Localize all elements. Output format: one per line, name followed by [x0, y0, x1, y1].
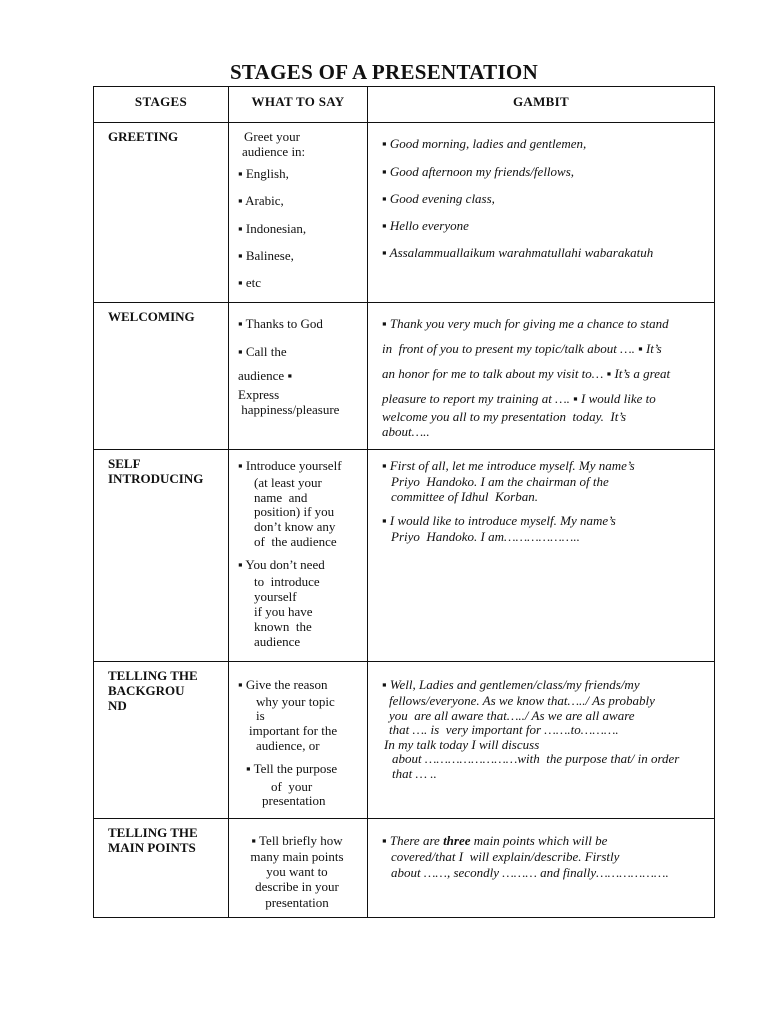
gambit-line: ▪ I would like to introduce myself. My name’s: [382, 513, 616, 528]
gambit-line: covered/that I will explain/describe. Firstly: [391, 849, 620, 864]
table-row-welcoming: [94, 302, 714, 449]
what-line: if you have: [254, 604, 313, 619]
gambit-line: about…..: [382, 424, 430, 439]
what-line: known the: [254, 619, 312, 634]
what-line: audience, or: [256, 738, 320, 753]
what-line: of your: [271, 779, 313, 794]
what-line: ▪ Thanks to God: [238, 316, 323, 331]
what-line: ▪ You don’t need: [238, 557, 325, 572]
gambit-text: main points which will be: [470, 833, 608, 848]
what-line: important for the: [249, 723, 338, 738]
what-line: Express: [238, 387, 280, 402]
gambit-line: ▪ Well, Ladies and gentlemen/class/my friends/my: [382, 677, 640, 692]
gambit-line: about ……, secondly ……… and finally……………….: [391, 865, 669, 880]
stage-cell: WELCOMING: [94, 303, 229, 449]
what-line: presentation: [262, 793, 326, 808]
stage-cell: [94, 450, 229, 661]
gambit-line: pleasure to report my training at …. ▪ I would like to: [382, 391, 656, 406]
what-line: ▪ Balinese,: [238, 248, 294, 263]
what-to-say-cell: [229, 450, 368, 661]
what-line: (at least your: [254, 475, 322, 490]
gambit-line: ▪ Assalammuallaikum warahmatullahi wabarakatuh: [382, 245, 654, 260]
gambit-cell: [368, 303, 714, 449]
gambit-cell: [368, 662, 714, 818]
what-to-say-cell: [229, 303, 368, 449]
what-to-say-cell: [229, 123, 368, 302]
stages-table: [93, 86, 715, 918]
gambit-line: ▪ Good morning, ladies and gentlemen,: [382, 136, 587, 151]
what-line: yourself: [254, 589, 297, 604]
gambit-line: welcome you all to my presentation today. It’s: [382, 409, 627, 424]
stage-cell: GREETING: [94, 123, 229, 302]
what-line: ▪ Tell the purpose: [246, 761, 338, 776]
header-stages: STAGES: [94, 87, 229, 122]
table-row-telling-background: [94, 661, 714, 818]
what-line: happiness/pleasure: [238, 402, 340, 417]
what-line: audience ▪: [238, 368, 293, 383]
what-to-say-cell: [229, 819, 368, 917]
stage-label: TELLING THE MAIN POINTS: [108, 825, 198, 855]
stage-label: SELF INTRODUCING: [108, 456, 204, 486]
what-line: ▪ etc: [238, 275, 262, 290]
what-line: name and: [254, 490, 308, 505]
what-line: to introduce: [254, 574, 320, 589]
gambit-line: an honor for me to talk about my visit to… ▪ It’s a great: [382, 366, 671, 381]
what-line: describe in your: [255, 879, 339, 894]
gambit-line: In my talk today I will discuss: [384, 737, 540, 752]
what-line: you want to: [266, 864, 328, 879]
what-line: why your topic: [256, 694, 335, 709]
page-title: STAGES OF A PRESENTATION: [229, 60, 539, 84]
header-gambit: GAMBIT: [513, 94, 569, 109]
gambit-line: ▪ Hello everyone: [382, 218, 469, 233]
what-line: audience in:: [242, 144, 306, 159]
what-line: don’t know any: [254, 519, 336, 534]
table-row-self-introducing: [94, 449, 714, 661]
gambit-line: about ……………………with the purpose that/ in order: [392, 751, 680, 766]
gambit-line: ▪ Thank you very much for giving me a chance to stand: [382, 316, 669, 331]
gambit-line: ▪ First of all, let me introduce myself. My name’s: [382, 458, 635, 473]
gambit-text: ▪ There are: [382, 833, 444, 848]
header-what-to-say: WHAT TO SAY: [229, 87, 368, 122]
what-to-say-cell: [229, 662, 368, 818]
gambit-emphasis: three: [443, 833, 471, 848]
what-line: ▪ English,: [238, 166, 289, 181]
gambit-line: [382, 833, 706, 849]
table-row-greeting: [94, 122, 714, 302]
stage-label: TELLING THE BACKGROU ND: [108, 668, 198, 713]
gambit-line: ▪ Good evening class,: [382, 191, 495, 206]
gambit-line: you are all aware that…../ As we are all aware: [389, 708, 635, 723]
gambit-cell: [368, 450, 714, 661]
what-line: Greet your: [244, 129, 300, 144]
gambit-line: in front of you to present my topic/talk about …. ▪ It’s: [382, 341, 662, 356]
gambit-line: fellows/everyone. As we know that…../ As probably: [389, 693, 655, 708]
stage-cell: [94, 819, 229, 917]
what-line: ▪ Give the reason: [238, 677, 328, 692]
gambit-line: committee of Idhul Korban.: [391, 489, 538, 504]
what-line: is: [256, 708, 265, 723]
what-line: presentation: [265, 895, 329, 910]
gambit-cell: [368, 123, 714, 302]
what-line: ▪ Introduce yourself: [238, 458, 342, 473]
gambit-line: Priyo Handoko. I am………………..: [391, 529, 580, 544]
gambit-line: that …. is very important for …….to……….: [389, 722, 619, 737]
gambit-line: ▪ Good afternoon my friends/fellows,: [382, 164, 575, 179]
what-line: ▪ Indonesian,: [238, 221, 307, 236]
gambit-line: that … ..: [392, 766, 437, 781]
what-line: audience: [254, 634, 301, 649]
gambit-line: Priyo Handoko. I am the chairman of the: [391, 474, 609, 489]
what-line: ▪ Call the: [238, 344, 287, 359]
what-line: ▪ Arabic,: [238, 193, 284, 208]
what-line: many main points: [250, 849, 344, 864]
table-row-telling-main-points: [94, 818, 714, 917]
stage-cell: [94, 662, 229, 818]
gambit-cell: [368, 819, 714, 917]
what-line: of the audience: [254, 534, 337, 549]
table-header-row: [94, 87, 714, 122]
what-line: ▪ Tell briefly how: [251, 833, 343, 848]
what-line: position) if you: [254, 504, 335, 519]
